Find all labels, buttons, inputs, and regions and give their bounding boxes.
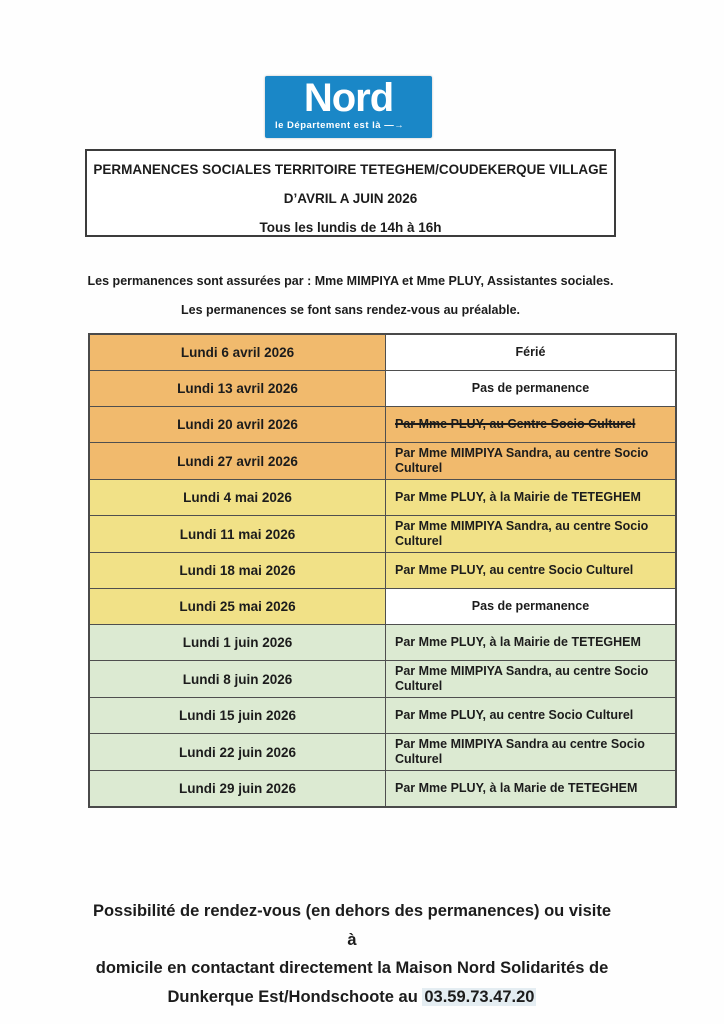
table-row: [90, 771, 675, 806]
footer-line-3: Dunkerque Est/Hondschoote au: [167, 987, 423, 1006]
detail-text: Par Mme PLUY, à la Mairie de TETEGHEM: [395, 490, 641, 504]
detail-text: Par Mme MIMPIYA Sandra, au centre Socio Culturel: [395, 664, 649, 693]
date-cell: Lundi 22 juin 2026: [90, 734, 386, 770]
intro-text: [85, 274, 616, 317]
title-box: [85, 149, 616, 237]
detail-text: Par Mme PLUY, à la Mairie de TETEGHEM: [395, 635, 641, 649]
detail-text: Par Mme MIMPIYA Sandra, au centre Socio Culturel: [395, 519, 649, 548]
table-row: [90, 371, 675, 407]
table-row: [90, 480, 675, 516]
detail-text: Pas de permanence: [471, 381, 590, 395]
document-schedule: Tous les lundis de 14h à 16h: [259, 220, 442, 235]
date-cell: Lundi 27 avril 2026: [90, 443, 386, 479]
date-cell: Lundi 4 mai 2026: [90, 480, 386, 515]
date-cell: Lundi 25 mai 2026: [90, 589, 386, 624]
detail-text: Pas de permanence: [471, 599, 590, 613]
detail-text: Par Mme PLUY, au centre Socio Culturel: [395, 563, 634, 577]
detail-cell: [386, 335, 675, 370]
date-cell: Lundi 15 juin 2026: [90, 698, 386, 733]
footer-line-2: domicile en contactant directement la Maison Nord Solidarités de: [95, 959, 609, 977]
date-cell: Lundi 8 juin 2026: [90, 661, 386, 697]
table-row: [90, 553, 675, 589]
footer-line-1: Possibilité de rendez-vous (en dehors des permanences) ou visite à: [92, 902, 612, 949]
table-row: [90, 443, 675, 480]
detail-cell: [386, 625, 675, 660]
nord-department-logo: [265, 76, 432, 138]
table-row: [90, 407, 675, 443]
table-row: [90, 335, 675, 371]
footer-text: [92, 897, 612, 1011]
detail-cell: [386, 734, 675, 770]
table-row: [90, 516, 675, 553]
nord-logo-text: Nord: [303, 76, 394, 120]
document-period: D’AVRIL A JUIN 2026: [283, 191, 418, 206]
phone-number: 03.59.73.47.20: [424, 987, 535, 1006]
detail-text: Par Mme MIMPIYA Sandra au centre Socio Culturel: [395, 737, 645, 766]
detail-cell: [386, 553, 675, 588]
table-row: [90, 698, 675, 734]
date-cell: Lundi 1 juin 2026: [90, 625, 386, 660]
table-row: [90, 589, 675, 625]
intro-line-1: Les permanences sont assurées par : Mme MIMPIYA et Mme PLUY, Assistantes sociales.: [87, 274, 614, 288]
detail-cell: [386, 371, 675, 406]
detail-text: Par Mme MIMPIYA Sandra, au centre Socio Culturel: [395, 446, 649, 475]
date-cell: Lundi 13 avril 2026: [90, 371, 386, 406]
date-cell: Lundi 6 avril 2026: [90, 335, 386, 370]
date-cell: Lundi 29 juin 2026: [90, 771, 386, 806]
detail-cell: [386, 407, 675, 442]
detail-cell: [386, 589, 675, 624]
table-row: [90, 734, 675, 771]
schedule-table: [88, 333, 677, 808]
detail-text: Férié: [515, 345, 546, 359]
intro-line-2: Les permanences se font sans rendez-vous au préalable.: [180, 303, 520, 317]
table-row: [90, 625, 675, 661]
detail-cell: [386, 480, 675, 515]
table-row: [90, 661, 675, 698]
detail-text: Par Mme PLUY, au centre Socio Culturel: [395, 708, 634, 722]
nord-logo-tagline: le Département est là —→: [275, 120, 405, 131]
date-cell: Lundi 18 mai 2026: [90, 553, 386, 588]
detail-cell: [386, 516, 675, 552]
detail-text: Par Mme PLUY, à la Marie de TETEGHEM: [395, 781, 638, 795]
detail-cell: [386, 771, 675, 806]
detail-cell: [386, 698, 675, 733]
detail-text: Par Mme PLUY, au Centre Socio Culturel: [395, 417, 636, 431]
date-cell: Lundi 20 avril 2026: [90, 407, 386, 442]
document-title: PERMANENCES SOCIALES TERRITOIRE TETEGHEM/COUDEKERQUE VILLAGE: [93, 162, 608, 177]
detail-cell: [386, 443, 675, 479]
date-cell: Lundi 11 mai 2026: [90, 516, 386, 552]
detail-cell: [386, 661, 675, 697]
